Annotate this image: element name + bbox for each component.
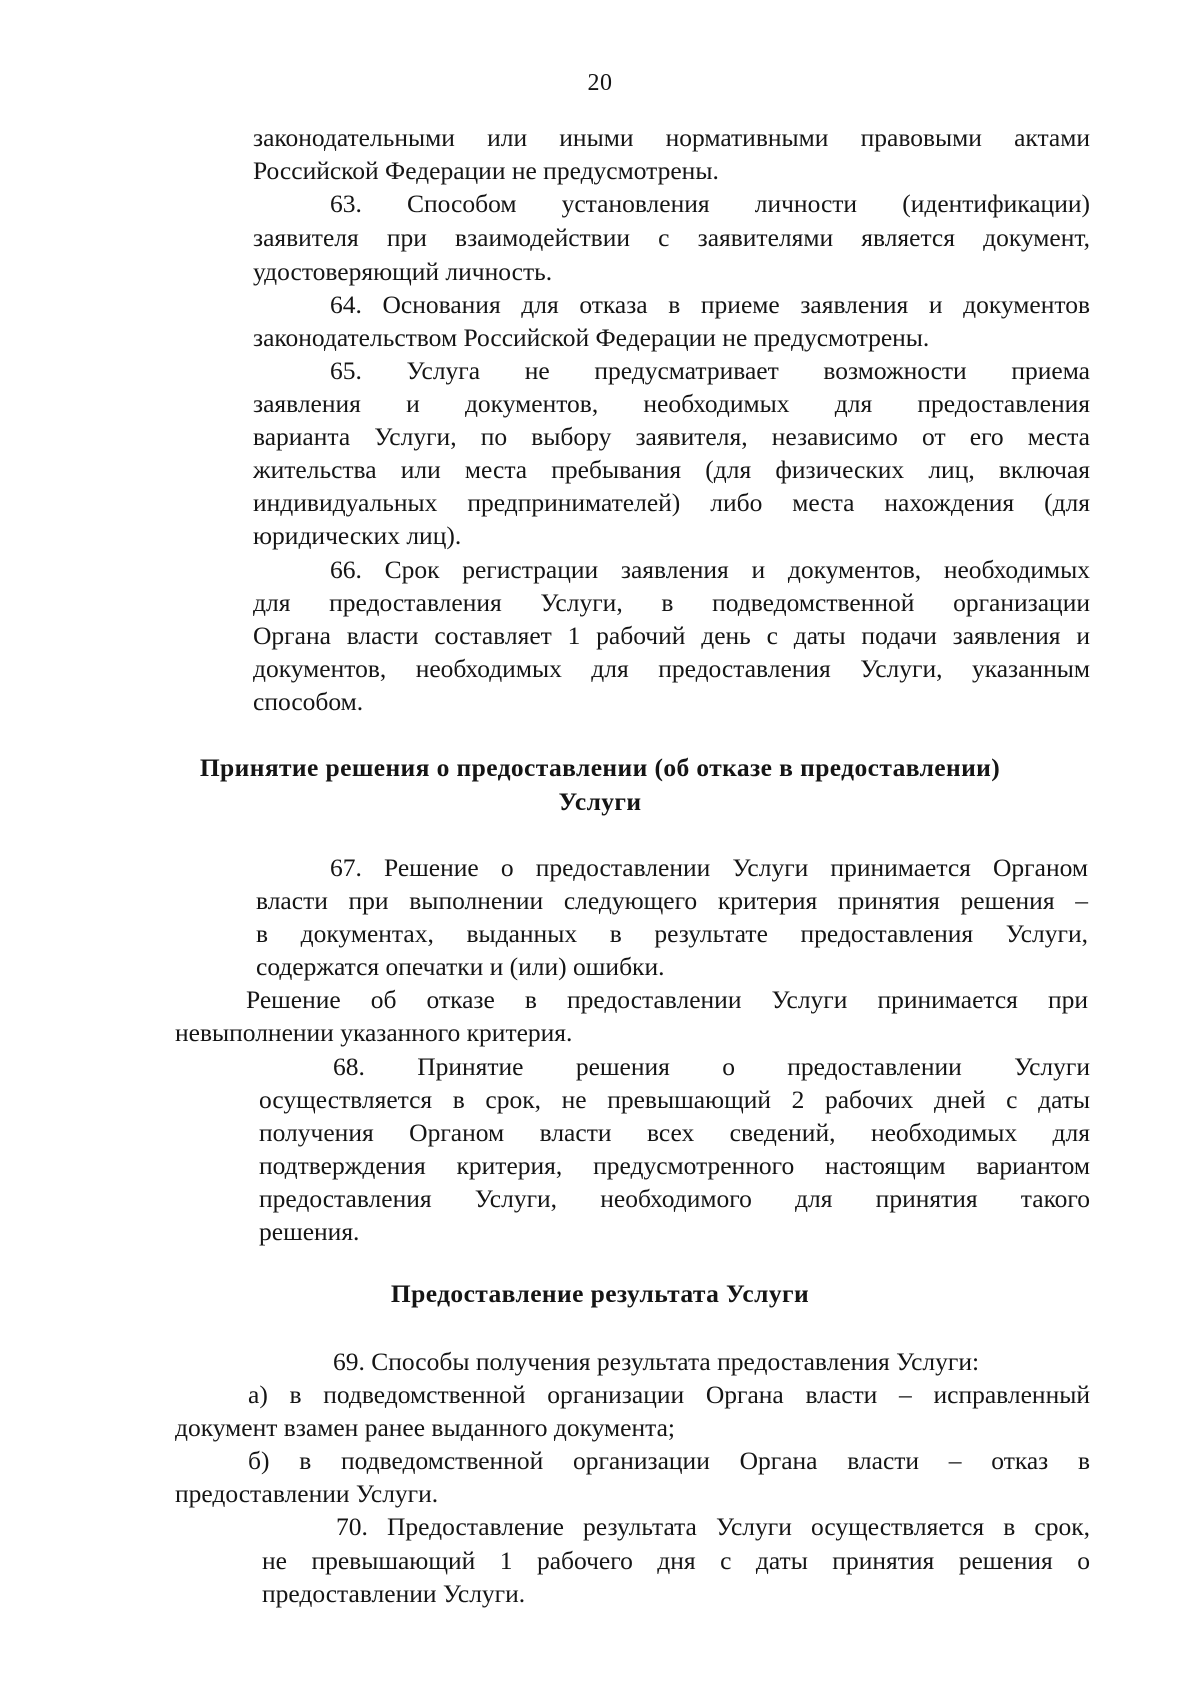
text-line: не превышающий 1 рабочего дня с даты принятия решения о — [262, 1546, 1090, 1575]
text-line: 63. Способом установления личности (идентификации) — [330, 189, 1090, 218]
text-line: в документах, выданных в результате предоставления Услуги, — [256, 919, 1088, 948]
text-line: Решение об отказе в предоставлении Услуги принимается при — [246, 985, 1088, 1014]
text-line: власти при выполнении следующего критерия принятия решения – — [256, 886, 1088, 915]
text-line: содержатся опечатки и (или) ошибки. — [256, 952, 665, 981]
text-line: а) в подведомственной организации Органа власти – исправленный — [248, 1380, 1090, 1409]
text-line: решения. — [259, 1217, 360, 1246]
text-line: осуществляется в срок, не превышающий 2 рабочих дней с даты — [259, 1085, 1090, 1114]
text-line: предоставлении Услуги. — [175, 1479, 439, 1508]
section-heading-result: Предоставление результата Услуги — [390, 1279, 810, 1308]
text-line: законодательством Российской Федерации не предусмотрены. — [253, 323, 930, 352]
text-line: жительства или места пребывания (для физических лиц, включая — [253, 455, 1090, 484]
text-line: 66. Срок регистрации заявления и документов, необходимых — [330, 555, 1090, 584]
text-line: 65. Услуга не предусматривает возможности приема — [330, 356, 1090, 385]
text-line: б) в подведомственной организации Органа власти – отказ в — [248, 1446, 1090, 1475]
text-line: документов, необходимых для предоставления Услуги, указанным — [253, 654, 1090, 683]
text-line: удостоверяющий личность. — [253, 257, 553, 286]
page-number: 20 — [587, 70, 613, 96]
text-line: 67. Решение о предоставлении Услуги принимается Органом — [330, 853, 1088, 882]
text-line: законодательными или иными нормативными правовыми актами — [253, 123, 1090, 152]
text-line: юридических лиц). — [253, 521, 462, 550]
text-line: Органа власти составляет 1 рабочий день с даты подачи заявления и — [253, 621, 1090, 650]
text-line: невыполнении указанного критерия. — [175, 1018, 573, 1047]
text-line: варианта Услуги, по выбору заявителя, независимо от его места — [253, 422, 1090, 451]
text-line: заявителя при взаимодействии с заявителями является документ, — [253, 223, 1090, 252]
text-line: получения Органом власти всех сведений, необходимых для — [259, 1118, 1090, 1147]
section-heading-decision-line1: Принятие решения о предоставлении (об отказе в предоставлении) — [199, 753, 1001, 782]
text-line: 70. Предоставление результата Услуги осуществляется в срок, — [336, 1512, 1090, 1541]
text-line: 68. Принятие решения о предоставлении Услуги — [333, 1052, 1090, 1081]
text-line: предоставления Услуги, необходимого для принятия такого — [259, 1184, 1090, 1213]
text-line: предоставлении Услуги. — [262, 1579, 526, 1608]
text-line: 64. Основания для отказа в приеме заявления и документов — [330, 290, 1090, 319]
text-line: 69. Способы получения результата предоставления Услуги: — [333, 1347, 980, 1376]
text-line: заявления и документов, необходимых для предоставления — [253, 389, 1090, 418]
text-line: индивидуальных предпринимателей) либо места нахождения (для — [253, 488, 1090, 517]
text-line: подтверждения критерия, предусмотренного настоящим вариантом — [259, 1151, 1090, 1180]
text-line: документ взамен ранее выданного документа; — [175, 1413, 676, 1442]
text-line: для предоставления Услуги, в подведомственной организации — [253, 588, 1090, 617]
text-line: Российской Федерации не предусмотрены. — [253, 156, 719, 185]
text-line: способом. — [253, 687, 364, 716]
section-heading-decision-line2: Услуги — [558, 787, 642, 816]
